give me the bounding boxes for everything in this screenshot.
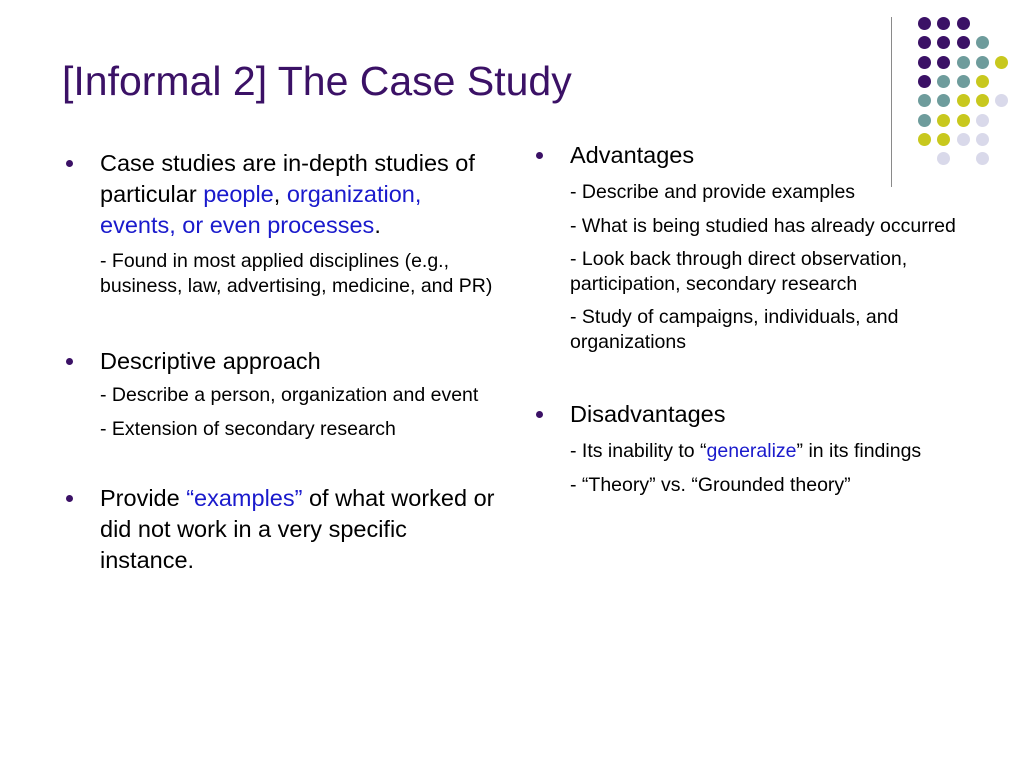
sub-text: ” in its findings [796,440,922,462]
bullet-case-studies [62,148,502,241]
sub-bullet: - Look back through direct observation, participation, secondary research [570,248,908,295]
slide-title: [Informal 2] The Case Study [62,58,572,104]
decor-dot [976,114,989,127]
bullet-dot-icon [536,152,543,159]
bullet-text: , [273,181,287,207]
decor-dot [957,94,970,107]
decor-dot [976,56,989,69]
sub-bullet: - Describe a person, organization and event [100,384,479,406]
decor-dot [918,36,931,49]
bullet-disadvantages [532,399,972,430]
highlight-people: people [203,181,274,207]
sub-bullet [532,439,972,464]
decor-dot [937,94,950,107]
bullet-text: of what worked or did not work in a very specific instance. [100,485,495,573]
decor-dot [976,94,989,107]
decor-dot [976,133,989,146]
decor-dot [995,56,1008,69]
bullet-text: Descriptive approach [100,348,321,374]
highlight-organization: organization, events, or even processes [100,181,422,238]
decor-dot [918,17,931,30]
decor-dot [937,17,950,30]
decor-dot [957,75,970,88]
decor-dot [937,75,950,88]
bullet-provide-examples [62,483,502,576]
decor-dot [957,36,970,49]
bullet-descriptive-approach [62,346,502,377]
right-column [532,140,972,498]
decor-dot [957,17,970,30]
decor-dot [976,36,989,49]
decor-dot [918,56,931,69]
decor-dot [918,114,931,127]
sub-bullet: - What is being studied has already occurred [570,215,956,237]
bullet-dot-icon [66,358,73,365]
bullet-advantages [532,140,972,171]
sub-bullet: - Study of campaigns, individuals, and organizations [570,306,899,353]
highlight-examples: “examples” [186,485,303,511]
highlight-generalize: generalize [706,440,797,462]
decor-dot [937,114,950,127]
bullet-text: Advantages [570,142,695,168]
decor-dot [937,36,950,49]
sub-bullet: - Found in most applied disciplines (e.g., business, law, advertising, medicine, and PR) [100,250,493,297]
bullet-text: Disadvantages [570,401,726,427]
sub-text: - Its inability to “ [570,440,707,462]
decor-dot [918,94,931,107]
decor-dot [957,56,970,69]
decor-dot [937,56,950,69]
sub-bullet: - “Theory” vs. “Grounded theory” [570,474,851,496]
decor-dot [976,152,989,165]
bullet-dot-icon [66,160,73,167]
bullet-text: . [374,212,381,238]
decor-dot [957,114,970,127]
bullet-text: Case studies are in-depth studies of particular [100,150,475,207]
sub-bullet: - Describe and provide examples [570,181,856,203]
left-column [62,148,502,576]
bullet-text: Provide [100,485,187,511]
sub-bullet: - Extension of secondary research [100,418,396,440]
bullet-dot-icon [536,411,543,418]
decor-dot [995,94,1008,107]
bullet-dot-icon [66,495,73,502]
decor-dot [976,75,989,88]
decor-dot [918,75,931,88]
